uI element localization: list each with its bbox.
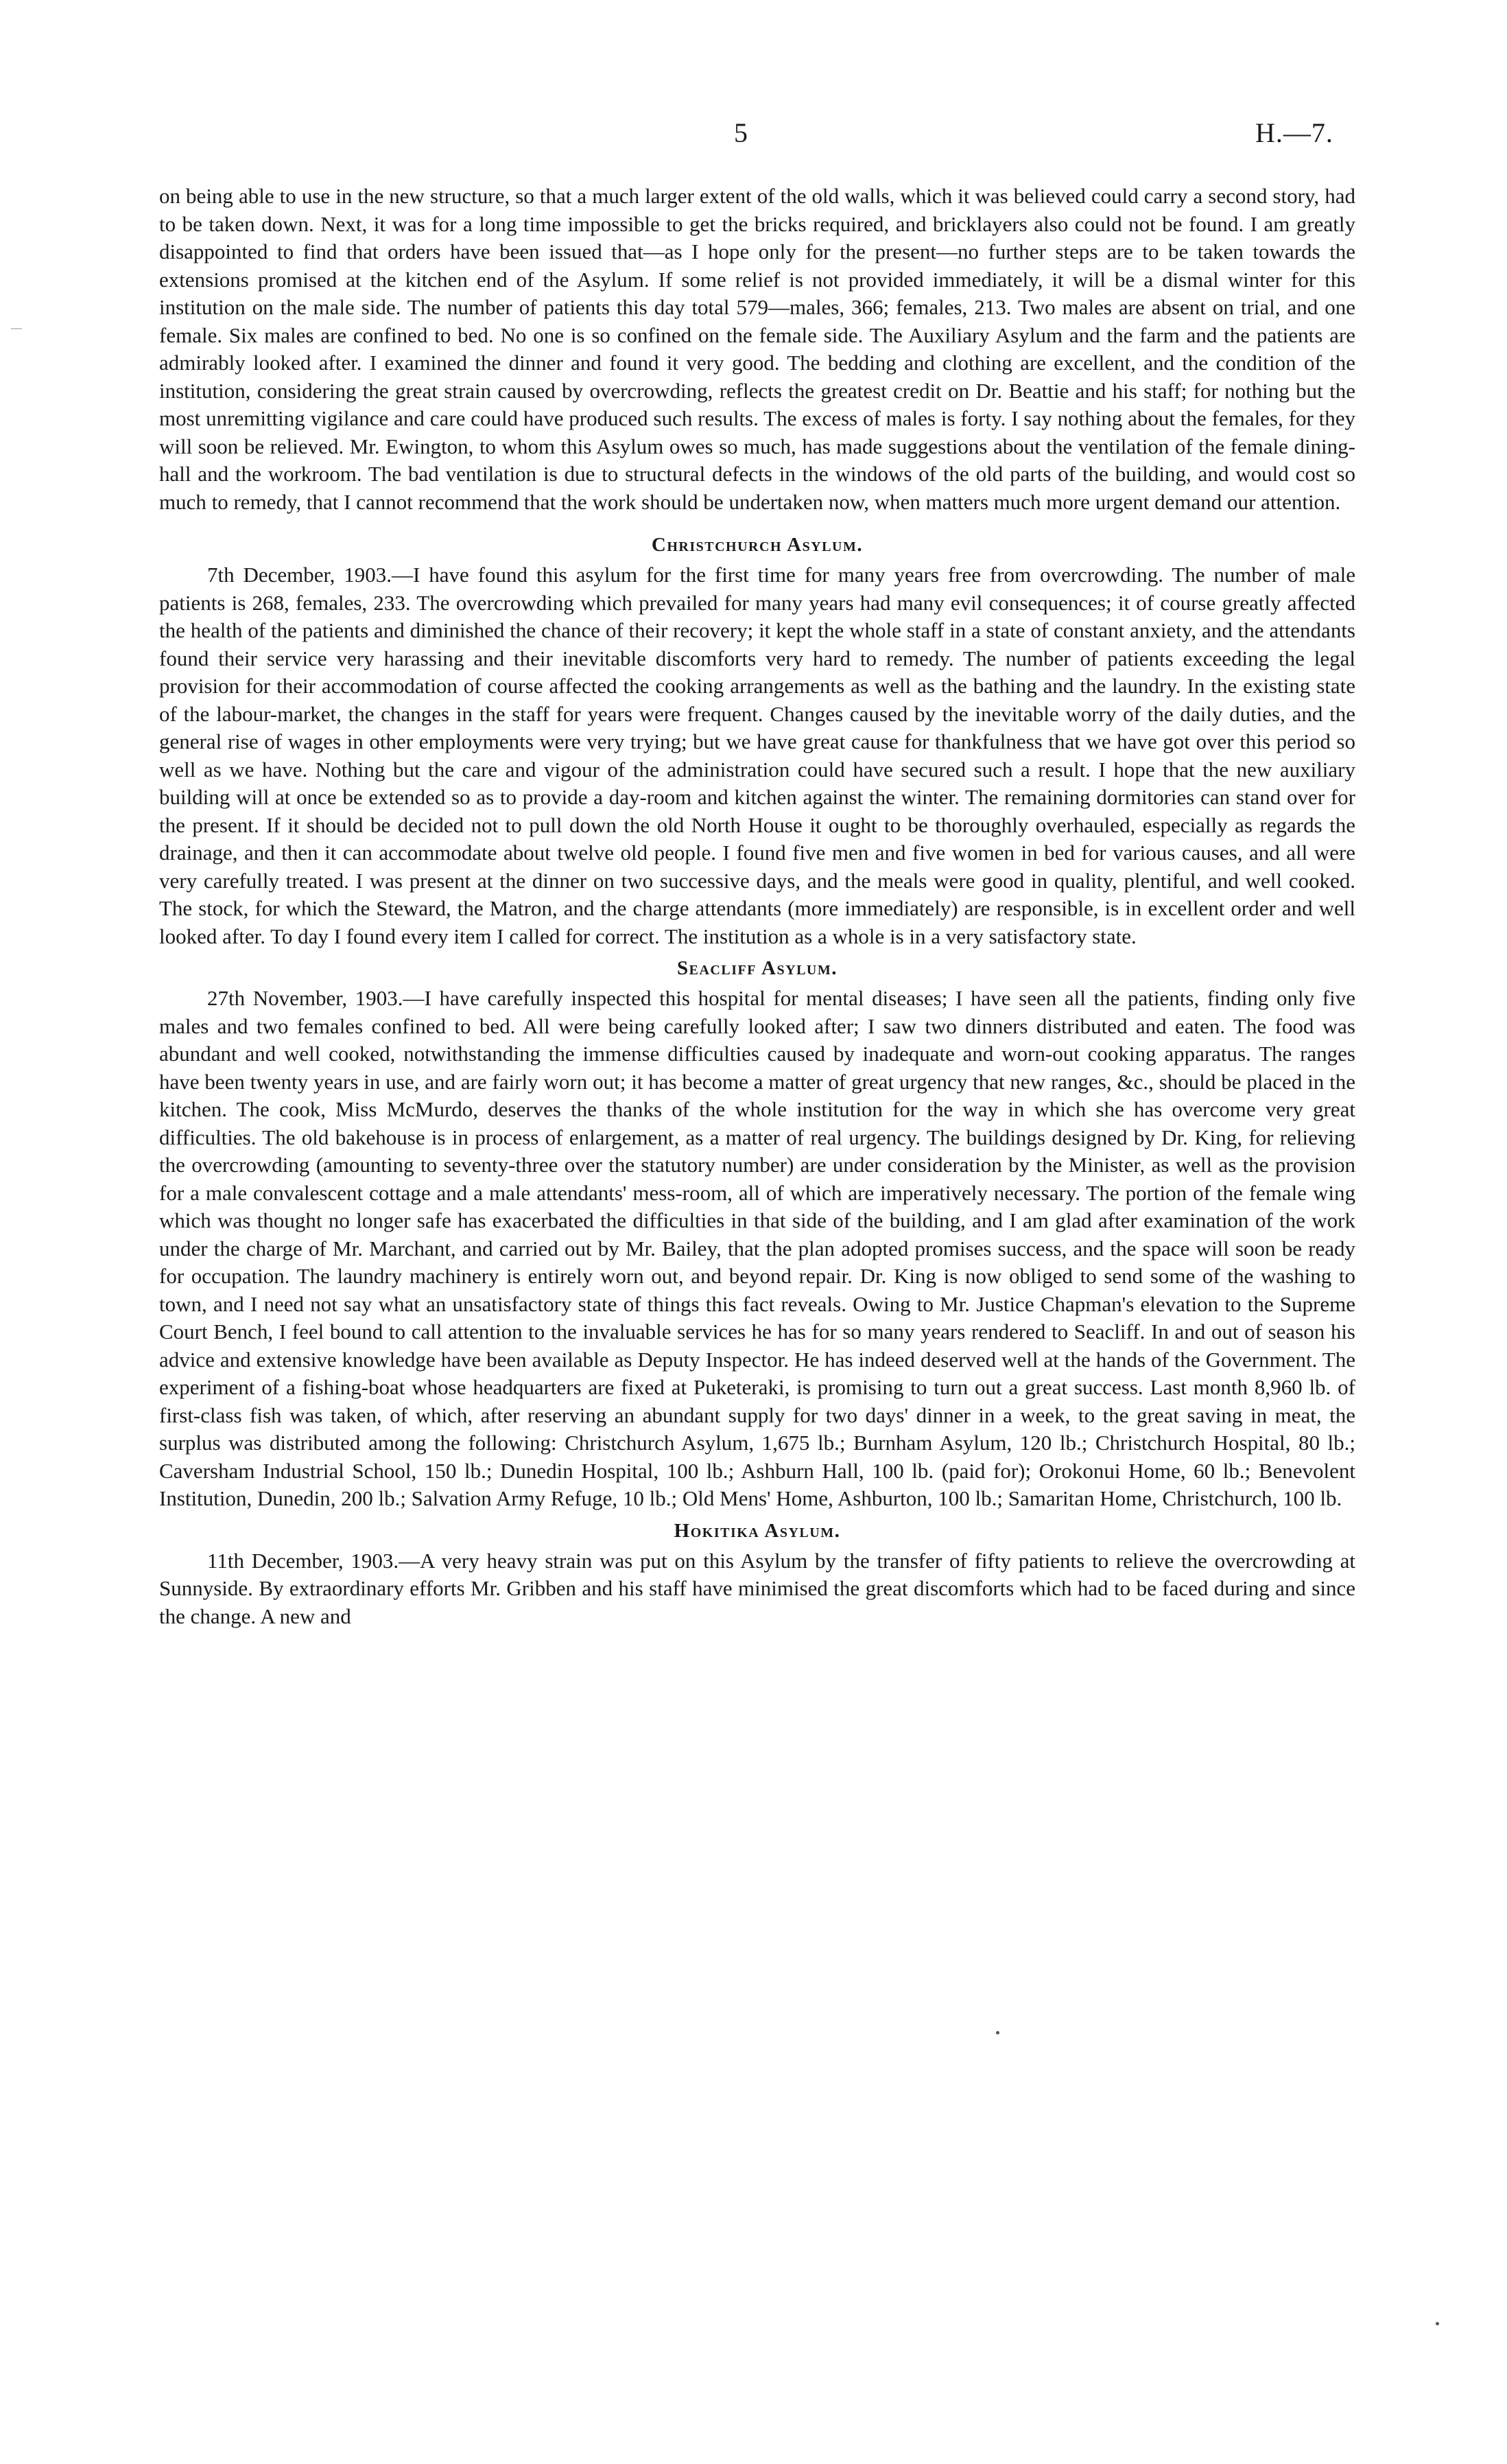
section-seacliff-asylum bbox=[159, 954, 1355, 1513]
print-dot-mark bbox=[996, 2031, 999, 2034]
margin-mark bbox=[11, 328, 22, 329]
paragraph: 7th December, 1903.—I have found this asylum for the first time for many years free from overcrowding. The number of male patients is 268, females, 233. The overcrowding which prevailed for many years had many evil consequences; it of course greatly affected the health of the patients and diminished the chance of their recovery; it kept the whole staff in a state of constant anxiety, and the attendants found their service very harassing and their inevitable discomforts very hard to remedy. The number of patients exceeding the legal provision for their accommodation of course affected the cooking arrangements as well as the bathing and the laundry. In the existing state of the labour-market, the changes in the staff for years were frequent. Changes caused by the inevitable worry of the daily duties, and the general rise of wages in other employments were very trying; but we have great cause for thankfulness that we have got over this period so well as we have. Nothing but the care and vigour of the administration could have secured such a result. I hope that the new auxiliary building will at once be extended so as to provide a day-room and kitchen against the winter. The remaining dormitories can stand over for the present. If it should be decided not to pull down the old North House it ought to be thoroughly overhauled, especially as regards the drainage, and then it can accommodate about twelve old people. I found five men and five women in bed for various causes, and all were very carefully treated. I was present at the dinner on two successive days, and the meals were good in quality, plentiful, and well cooked. The stock, for which the Steward, the Matron, and the charge attendants (more immediately) are responsible, is in excellent order and well looked after. To day I found every item I called for correct. The institution as a whole is in a very satisfactory state. bbox=[159, 563, 1355, 948]
document-reference: H.—7. bbox=[1255, 117, 1333, 148]
section-hokitika-asylum bbox=[159, 1517, 1355, 1631]
paragraph: on being able to use in the new structure, so that a much larger extent of the old walls, which it was believed could carry a second story, had to be taken down. Next, it was for a long time impossible to get the bricks required, and bricklayers also could not be found. I am greatly disappointed to find that orders have been issued that—as I hope only for the present—no further steps are to be taken towards the extensions promised at the kitchen end of the Asylum. If some relief is not provided immediately, it will be a dismal winter for this institution on the male side. The number of patients this day total 579—males, 366; females, 213. Two males are absent on trial, and one female. Six males are confined to bed. No one is so confined on the female side. The Auxiliary Asylum and the farm and the patients are admirably looked after. I examined the dinner and found it very good. The bedding and clothing are excellent, and the condition of the institution, considering the great strain caused by overcrowding, reflects the greatest credit on Dr. Beattie and his staff; for nothing but the most unremitting vigilance and care could have produced such results. The excess of males is forty. I say nothing about the females, for they will soon be relieved. Mr. Ewington, to whom this Asylum owes so much, has made suggestions about the ventilation of the female dining-hall and the workroom. The bad ventilation is due to structural defects in the windows of the old parts of the building, and would cost so much to remedy, that I cannot recommend that the work should be undertaken now, when matters much more urgent demand our attention. bbox=[159, 184, 1355, 514]
print-dot-mark bbox=[1436, 2322, 1439, 2325]
section-heading: Seacliff Asylum. bbox=[677, 957, 838, 979]
paragraph: 27th November, 1903.—I have carefully inspected this hospital for mental diseases; I have seen all the patients, finding only five males and two females confined to bed. All were being carefully looked after; I saw two dinners distributed and eaten. The food was abundant and well cooked, notwithstanding the immense difficulties caused by inadequate and worn-out cooking apparatus. The ranges have been twenty years in use, and are fairly worn out; it has become a matter of great urgency that new ranges, &c., should be placed in the kitchen. The cook, Miss McMurdo, deserves the thanks of the whole institution for the way in which she has overcome very great difficulties. The old bakehouse is in process of enlargement, as a matter of real urgency. The buildings designed by Dr. King, for relieving the overcrowding (amounting to seventy-three over the statutory number) are under consideration by the Minister, as well as the provision for a male convalescent cottage and a male attendants' mess-room, all of which are imperatively necessary. The portion of the female wing which was thought no longer safe has exacerbated the difficulties in that side of the building, and I am glad after examination of the work under the charge of Mr. Marchant, and carried out by Mr. Bailey, that the plan adopted promises success, and the space will soon be ready for occupation. The laundry machinery is entirely worn out, and beyond repair. Dr. King is now obliged to send some of the washing to town, and I need not say what an unsatisfactory state of things this fact reveals. Owing to Mr. Justice Chapman's elevation to the Supreme Court Bench, I feel bound to call attention to the invaluable services he has for so many years rendered to Seacliff. In and out of season his advice and extensive knowledge have been available as Deputy Inspector. He has indeed deserved well at the hands of the Government. The experiment of a fishing-boat whose headquarters are fixed at Puketeraki, is promising to turn out a great success. Last month 8,960 lb. of first-class fish was taken, of which, after reserving an abundant supply for two days' dinner in a week, to the great saving in meat, the surplus was distributed among the following: Christchurch Asylum, 1,675 lb.; Burnham Asylum, 120 lb.; Christchurch Hospital, 80 lb.; Caversham Industrial School, 150 lb.; Dunedin Hospital, 100 lb.; Ashburn Hall, 100 lb. (paid for); Orokonui Home, 60 lb.; Benevolent Institution, Dunedin, 200 lb.; Salvation Army Refuge, 10 lb.; Old Mens' Home, Ashburton, 100 lb.; Samaritan Home, Christchurch, 100 lb. bbox=[159, 986, 1355, 1510]
section-christchurch-asylum bbox=[159, 531, 1355, 950]
section-heading: Christchurch Asylum. bbox=[651, 534, 864, 556]
page-number: 5 bbox=[734, 117, 748, 148]
section-heading: Hokitika Asylum. bbox=[674, 1519, 841, 1542]
section-continuation bbox=[159, 183, 1355, 516]
body-text bbox=[159, 183, 1355, 1630]
paragraph: 11th December, 1903.—A very heavy strain was put on this Asylum by the transfer of fifty patients to relieve the overcrowding at Sunnyside. By extraordinary efforts Mr. Gribben and his staff have minimised the great discomforts which had to be faced during and since the change. A new and bbox=[159, 1548, 1355, 1628]
